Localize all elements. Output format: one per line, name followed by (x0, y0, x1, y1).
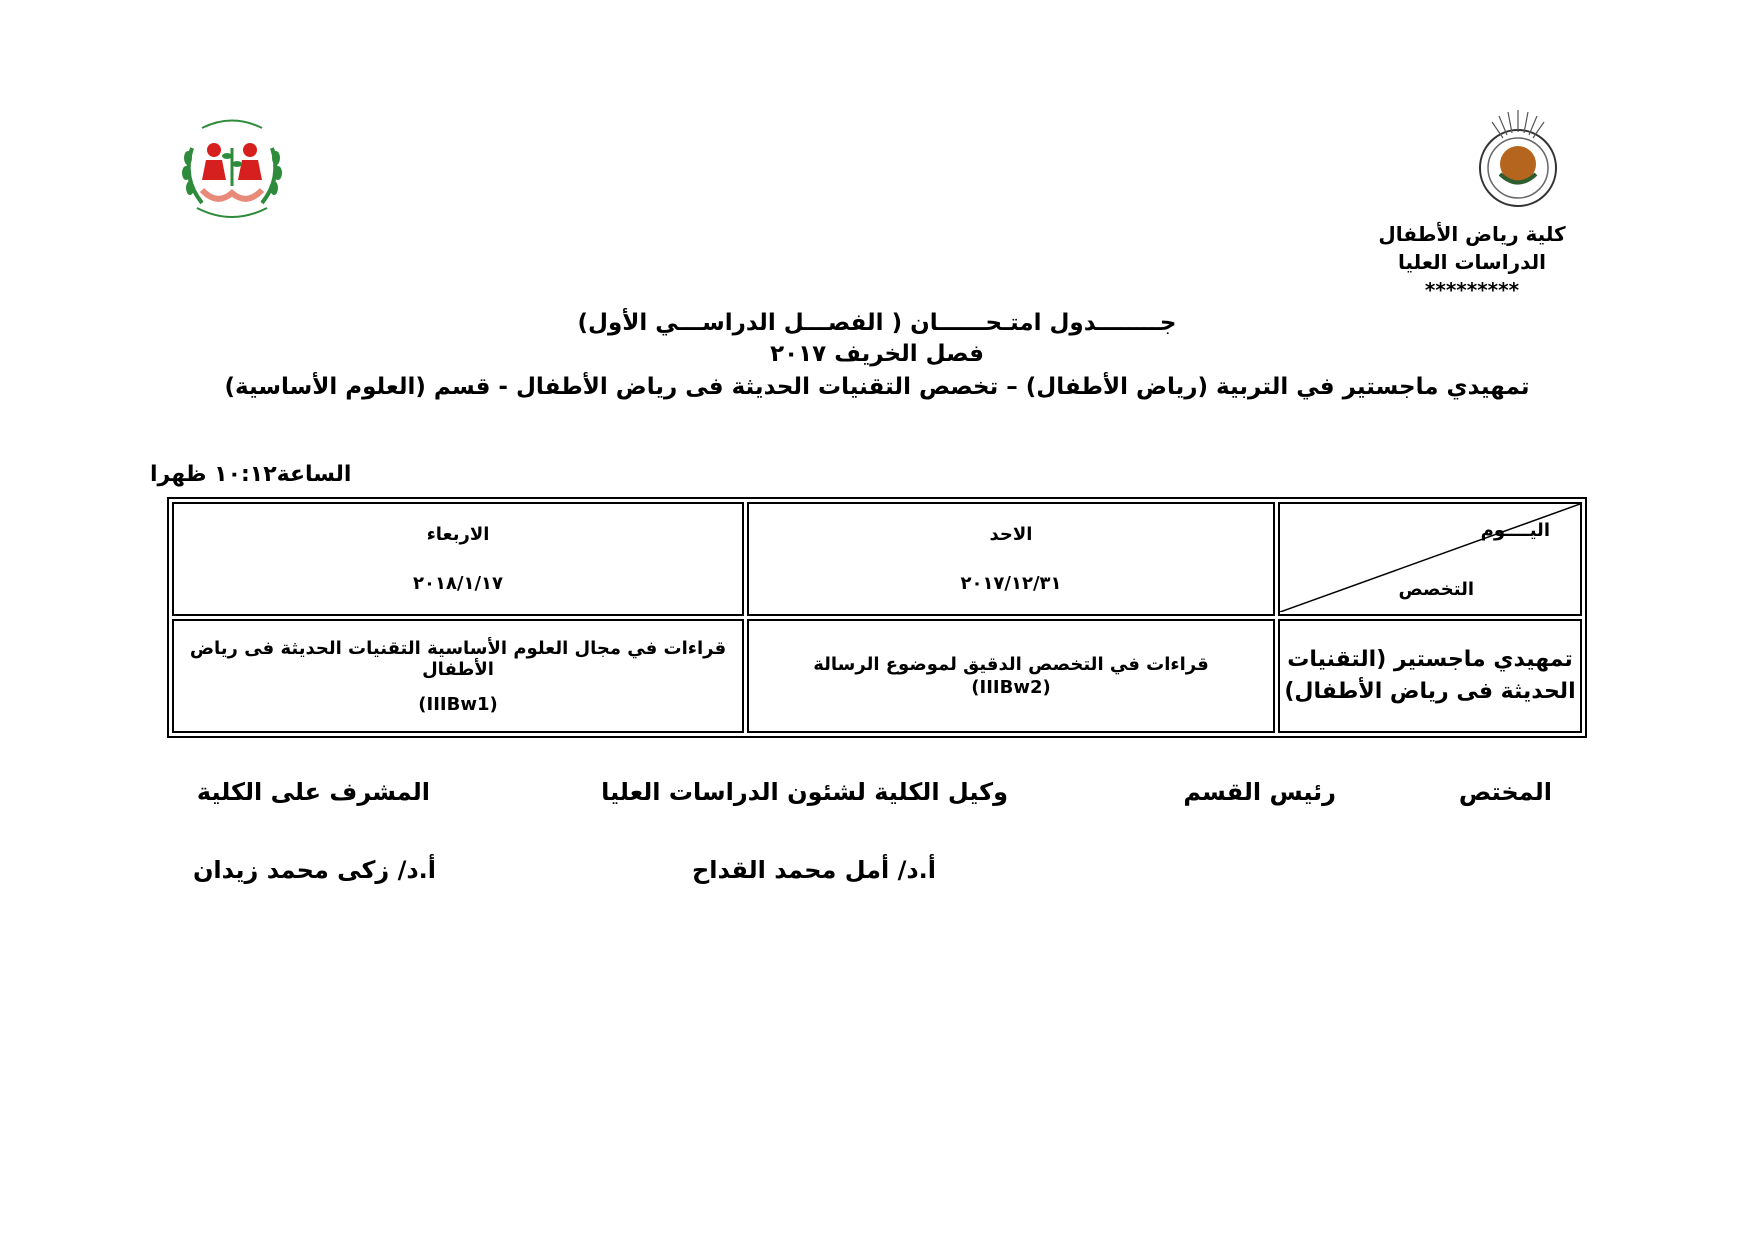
exam-time: الساعة١٠:١٢ ظهرا (150, 462, 352, 487)
vice-dean-name: أ.د/ أمل محمد القداح (691, 856, 936, 884)
officer-title: المختص (1458, 778, 1552, 806)
course-code: (IIIBw1) (418, 693, 498, 715)
exam-schedule-table (167, 497, 1587, 738)
day-name: الاربعاء (426, 524, 490, 545)
exam-title: جــــــــدول امتـحــــــان ( الفصـــل الدراســـي الأول) (577, 310, 1177, 336)
vice-dean-title: وكيل الكلية لشئون الدراسات العليا (601, 778, 1008, 806)
day-column-header (747, 502, 1275, 616)
day-date: ٢٠١٨/١/١٧ (412, 573, 504, 594)
supervisor-title: المشرف على الكلية (196, 778, 430, 806)
day-date: ٢٠١٧/١٢/٣١ (960, 573, 1062, 594)
supervisor-name: أ.د/ زكى محمد زيدان (192, 856, 436, 884)
mansoura-university-seal-icon (1468, 106, 1568, 216)
college-header (1362, 220, 1582, 304)
course-name: قراءات في مجال العلوم الأساسية التقنيات الحديثة فى رياض الأطفال (189, 637, 727, 680)
department-name: الدراسات العليا (1397, 250, 1547, 274)
header-stars: ********* (1424, 278, 1520, 302)
day-name: الاحد (989, 524, 1033, 545)
table-row (172, 619, 1582, 733)
course-cell (172, 619, 744, 733)
course-code: (IIIBw2) (971, 677, 1051, 698)
kindergarten-college-logo-icon (172, 108, 292, 223)
semester-title: فصل الخريف ٢٠١٧ (770, 341, 984, 367)
exam-title-block (0, 308, 1754, 403)
course-name: قراءات في التخصص الدقيق لموضوع الرسالة (813, 654, 1209, 675)
day-header-label: اليــــوم (1480, 520, 1550, 541)
specialization-header-label: التخصص (1398, 579, 1474, 600)
specialization-cell: تمهيدي ماجستير (التقنيات الحديثة فى رياض الأطفال) (1278, 619, 1582, 733)
day-column-header (172, 502, 744, 616)
college-name: كلية رياض الأطفال (1378, 222, 1566, 246)
dept-head-title: رئيس القسم (1183, 778, 1336, 806)
table-header-row (172, 502, 1582, 616)
course-cell (747, 619, 1275, 733)
program-title: تمهيدي ماجستير في التربية (رياض الأطفال) – تخصص التقنيات الحديثة فى رياض الأطفال - قسم (العلوم الأساسية) (224, 374, 1530, 400)
corner-cell (1278, 502, 1582, 616)
